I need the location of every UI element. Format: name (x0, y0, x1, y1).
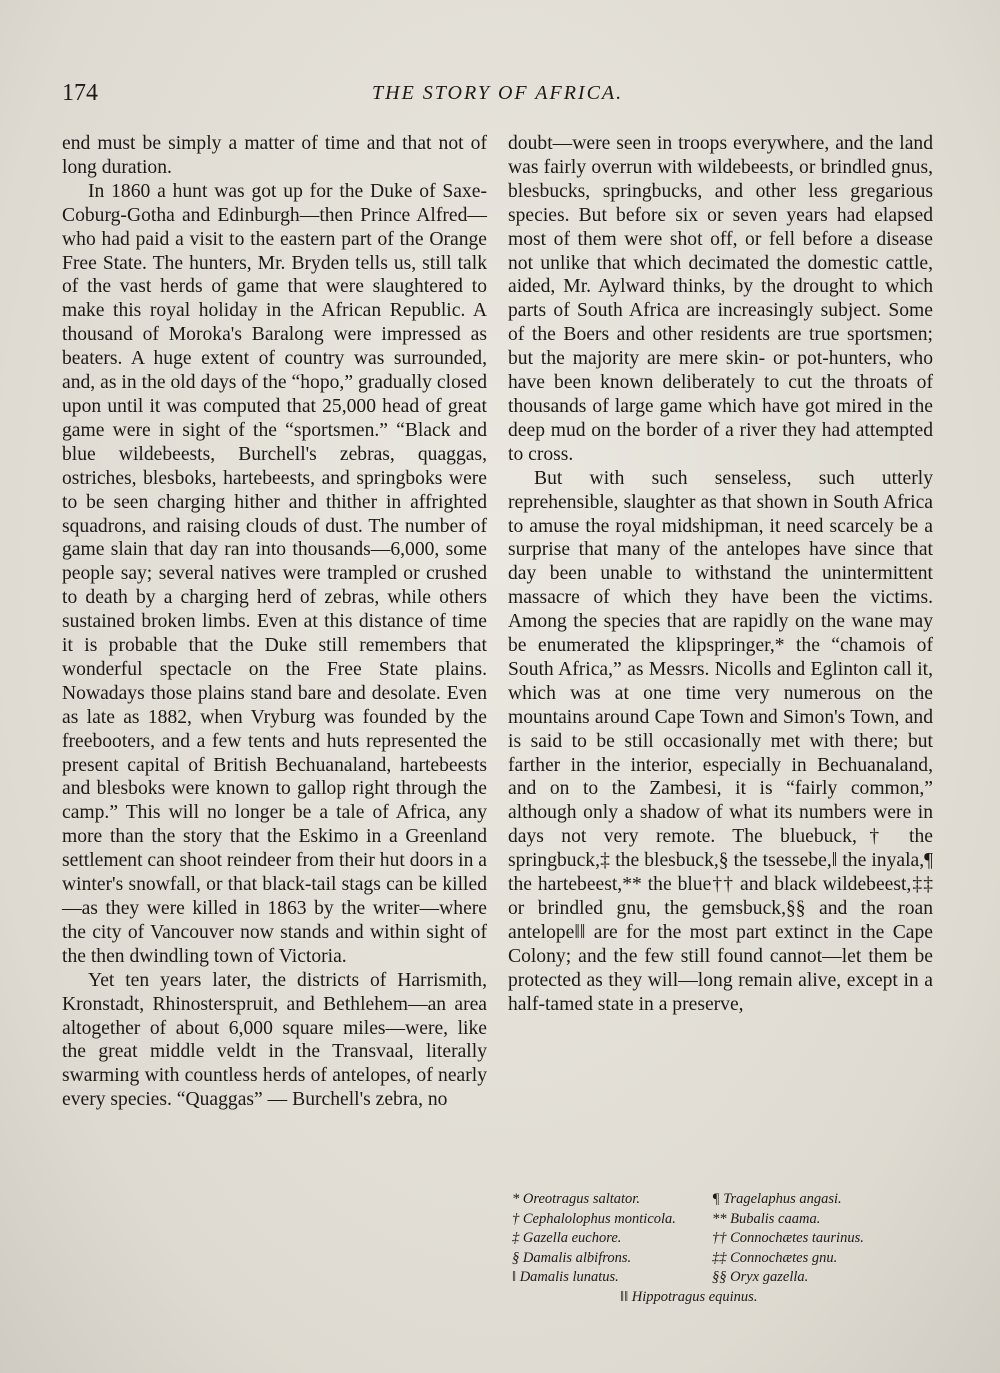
footnote-row (512, 1268, 937, 1288)
footnote: ‡ Gazella euchore. (512, 1230, 622, 1246)
footnote-row (512, 1190, 937, 1210)
paragraph: Yet ten years later, the districts of Harrismith, Kronstadt, Rhinosterspruit, and Bethlehem—an area altogether of about 6,000 square miles—were, like the great middle veldt in the Transvaal, literally swarming with countless herds of antelopes, of nearly every species. “Quaggas” — Burchell's zebra, no (62, 969, 487, 1111)
footnote-row (512, 1229, 937, 1249)
paragraph: In 1860 a hunt was got up for the Duke of Saxe-Coburg-Gotha and Edinburgh—then Prince Alfred—who had paid a visit to the eastern part of the Orange Free State. The hunters, Mr. Bryden tells us, still talk of the vast herds of game that were slaughtered to make this royal holiday in the African Republic. A thousand of Moroka's Baralong were impressed as beaters. A huge extent of country was surrounded, and, as in the old days of the “hopo,” gradually closed upon until it was computed that 25,000 head of great game were in sight of the “sportsmen.” “Black and blue wildebeests, Burchell's zebras, quaggas, ostriches, blesboks, hartebeests, and springboks were to be seen charging hither and thither in affrighted squadrons, and raising clouds of dust. The number of game slain that day ran into thousands—6,000, some people say; several natives were trampled or crushed to death by a charging herd of zebras, while others sustained broken limbs. Even at this distance of time it is probable that the Duke still remembers that wonderful spectacle on the Free State plains. Nowadays those plains stand bare and desolate. Even as late as 1882, when Vryburg was founded by the freebooters, and a few tents and huts represented the present capital of British Bechuanaland, hartebeests and blesboks were known to gallop right through the camp.” This will no longer be a tale of Africa, any more than the story that the Eskimo in a Greenland settlement can shoot reindeer from their hut doors in a winter's snowfall, or that black-tail stags can be killed—as they were killed in 1863 by the writer—where the city of Vancouver now stands and within sight of the then dwindling town of Victoria. (62, 180, 487, 967)
footnote: † Cephalolophus monticola. (512, 1210, 676, 1227)
footnote: ‖ Damalis lunatus. (512, 1269, 619, 1285)
paragraph: doubt—were seen in troops everywhere, and the land was fairly overrun with wildebeests, or brindled gnus, blesbucks, springbucks, and other less gregarious species. But before six or seven years had elapsed most of them were shot off, or fell before a disease not unlike that which decimated the domestic cattle, aided, Mr. Aylward thinks, by the drought to which parts of South Africa are increasingly subject. Some of the Boers and other residents are true sportsmen; but the majority are mere skin- or pot-hunters, who have been known deliberately to cut the throats of thousands of large game which have got mired in the deep mud on the border of a river they had attempted to cross. (508, 133, 933, 465)
right-column (508, 132, 933, 1017)
paragraph: end must be simply a matter of time and that not of long duration. (62, 133, 487, 178)
footnote: †† Connochætes taurinus. (712, 1230, 864, 1246)
left-column (62, 132, 487, 1112)
page-number: 174 (62, 80, 98, 106)
footnote: §§ Oryx gazella. (712, 1269, 809, 1285)
running-title: THE STORY OF AFRICA. (372, 82, 624, 104)
footnote-row (512, 1249, 937, 1269)
footnote: * Oreotragus saltator. (512, 1191, 640, 1207)
footnotes (512, 1190, 937, 1307)
footnote-row (512, 1210, 937, 1230)
page-header (62, 80, 940, 114)
footnote: ‖‖ Hippotragus equinus. (620, 1288, 758, 1305)
footnote: ** Bubalis caama. (712, 1210, 821, 1227)
footnote: § Damalis albifrons. (512, 1249, 632, 1266)
paragraph: But with such senseless, such utterly reprehensible, slaughter as that shown in South Africa to amuse the royal midshipman, it need scarcely be a surprise that many of the antelopes have since that day been unable to withstand the unintermittent massacre of which they have been the victims. Among the species that are rapidly on the wane may be enumerated the klipspringer,* the “chamois of South Africa,” as Messrs. Nicolls and Eglinton call it, which was at one time very numerous on the mountains around Cape Town and Simon's Town, and is said to be still occasionally met with there; but farther in the interior, especially in Bechuanaland, and on to the Zambesi, it is “fairly common,” although only a shadow of what its numbers were in days not very remote. The bluebuck,† the springbuck,‡ the blesbuck,§ the tsessebe,‖ the inyala,¶ the hartebeest,** the blue†† and black wildebeest,‡‡ or brindled gnu, the gemsbuck,§§ and the roan antelope‖‖ are for the most part extinct in the Cape Colony; and the few still found cannot—let them be protected as they will—long remain alive, except in a half-tamed state in a preserve, (508, 467, 933, 1015)
footnote: ¶ Tragelaphus angasi. (712, 1191, 842, 1207)
footnote: ‡‡ Connochætes gnu. (712, 1249, 838, 1266)
